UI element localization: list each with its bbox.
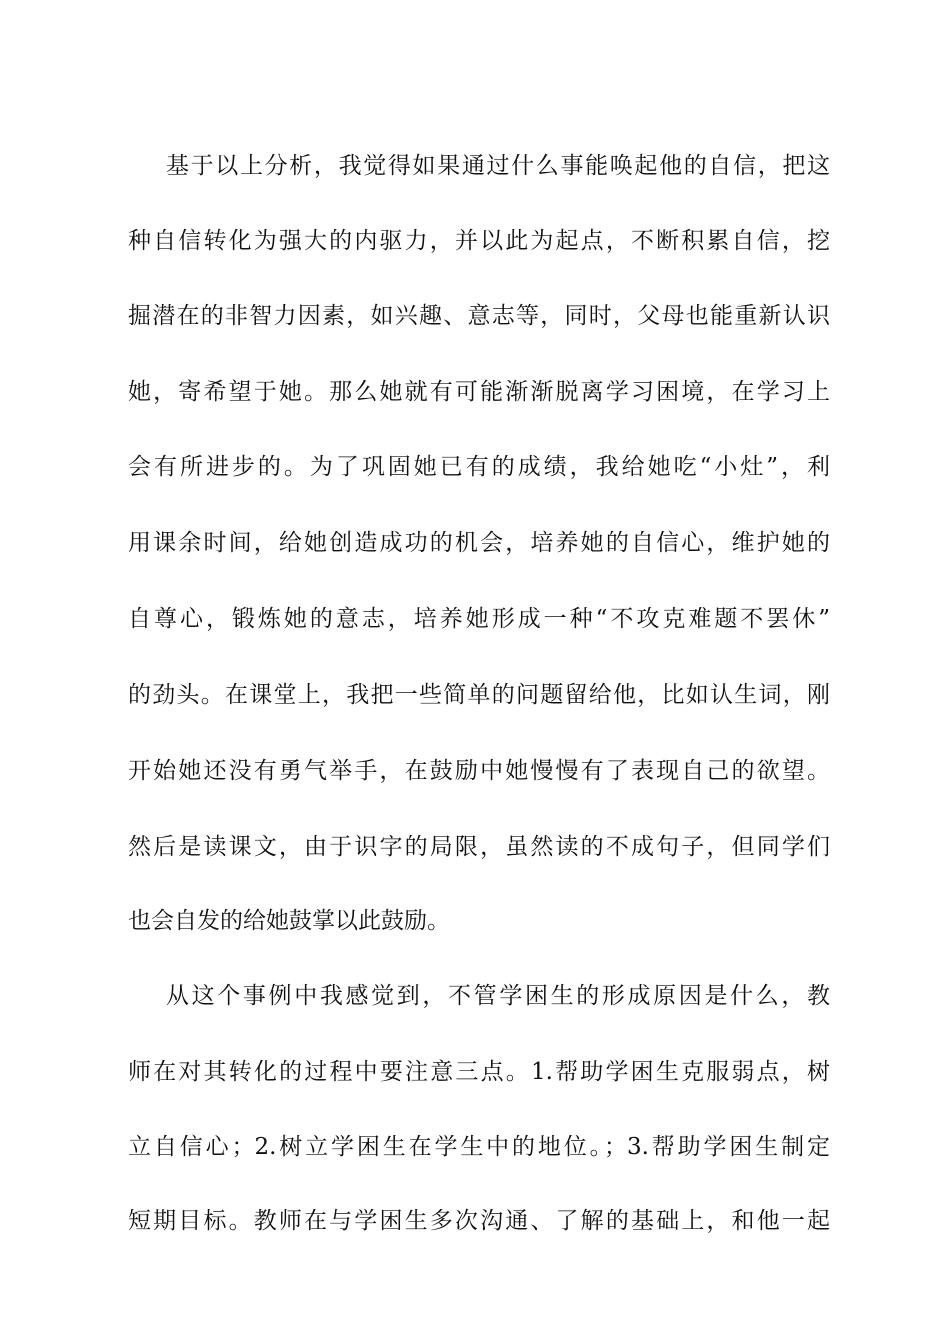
text-line: 用课余时间，给她创造成功的机会，培养她的自信心，维护她的 (128, 530, 830, 556)
text-line: 的劲头。在课堂上，我把一些简单的问题留给他，比如认生词，刚 (128, 682, 830, 708)
text-line: 师在对其转化的过程中要注意三点。1.帮助学困生克服弱点，树 (128, 1059, 830, 1085)
text-line: 基于以上分析，我觉得如果通过什么事能唤起他的自信，把这 (166, 153, 830, 179)
text-line: 立自信心；2.树立学困生在学生中的地位。；3.帮助学困生制定 (128, 1134, 830, 1160)
text-line: 从这个事例中我感觉到，不管学困生的形成原因是什么，教 (166, 983, 830, 1009)
text-line: 也会自发的给她鼓掌以此鼓励。 (128, 908, 450, 934)
text-line: 会有所进步的。为了巩固她已有的成绩，我给她吃“小灶”，利 (128, 454, 830, 480)
text-line: 种自信转化为强大的内驱力，并以此为起点，不断积累自信，挖 (128, 228, 830, 254)
text-line: 然后是读课文，由于识字的局限，虽然读的不成句子，但同学们 (128, 834, 830, 860)
text-line: 掘潜在的非智力因素，如兴趣、意志等，同时，父母也能重新认识 (128, 303, 830, 329)
text-line: 开始她还没有勇气举手，在鼓励中她慢慢有了表现自己的欲望。 (128, 758, 830, 784)
text-line: 自尊心，锻炼她的意志，培养她形成一种“不攻克难题不罢休” (128, 606, 830, 632)
text-line: 她，寄希望于她。那么她就有可能渐渐脱离学习困境，在学习上 (128, 379, 830, 405)
text-line: 短期目标。教师在与学困生多次沟通、了解的基础上，和他一起 (128, 1208, 830, 1234)
